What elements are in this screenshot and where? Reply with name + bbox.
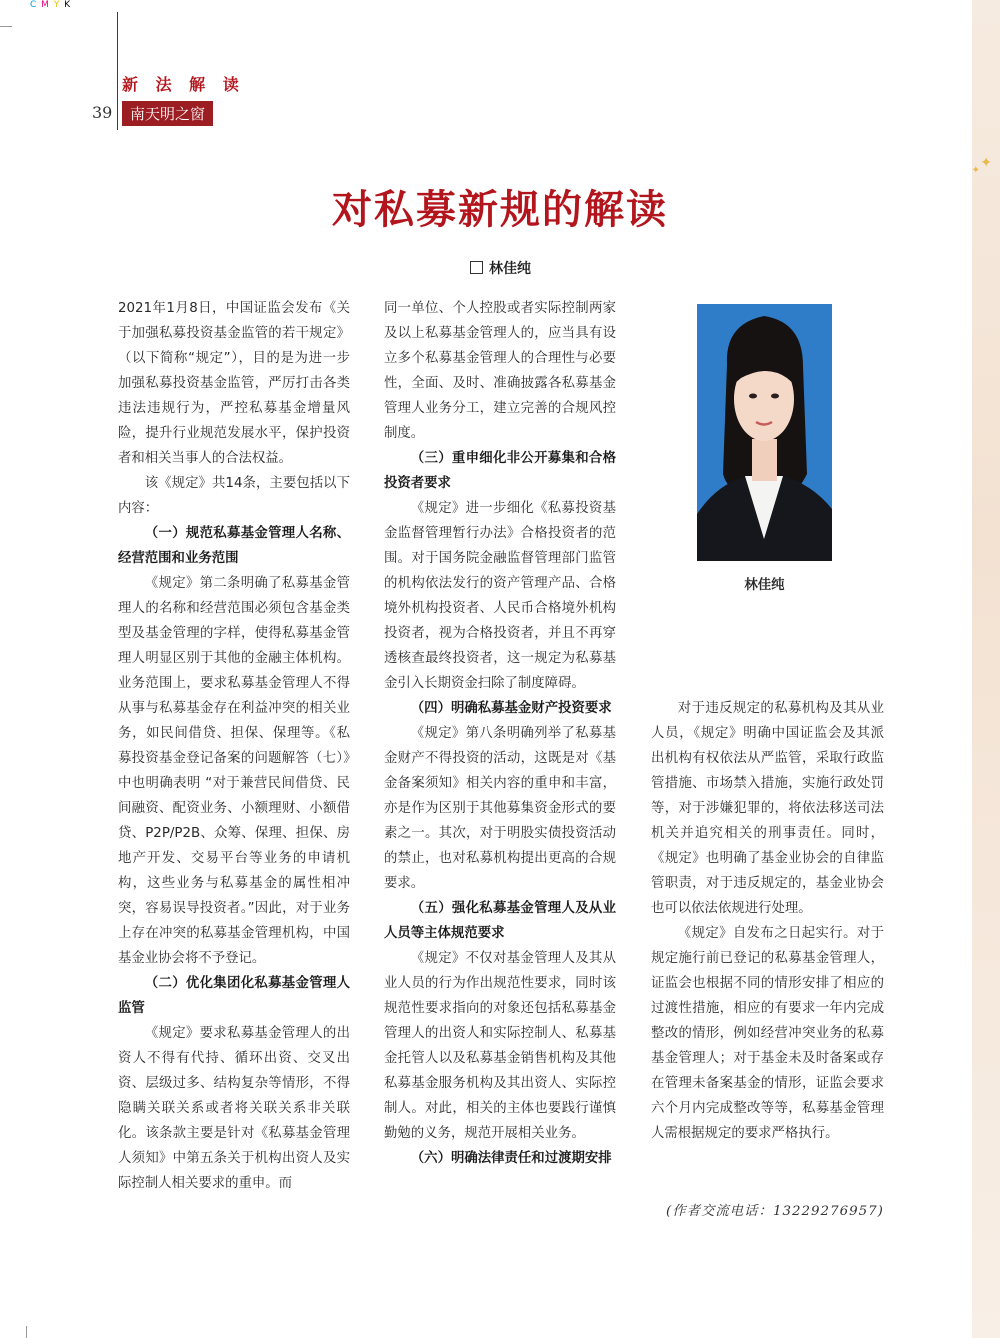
article-title: 对私募新规的解读 (332, 187, 668, 233)
cmyk-m: M (41, 0, 50, 10)
column-name-badge: 南天明之窗 (122, 101, 213, 126)
star-icon: ✦ (980, 155, 992, 171)
paragraph: 同一单位、个人控股或者实际控制两家及以上私募基金管理人的，应当具有设立多个私募基金管理人的合理性与必要性，全面、及时、准确披露各私募基金管理人业务分工，建立完善的合规风控制度。 (384, 301, 616, 441)
section-title: 新 法 解 读 (122, 75, 245, 94)
section-heading: （六）明确法律责任和过渡期安排 (410, 1151, 612, 1166)
author-name: 林佳纯 (489, 261, 531, 277)
square-icon (470, 261, 483, 274)
section-heading: （三）重申细化非公开募集和合格投资者要求 (384, 451, 616, 491)
cmyk-y: Y (53, 0, 61, 10)
header-rule (117, 12, 118, 130)
section-heading: （一）规范私募基金管理人名称、经营范围和业务范围 (118, 526, 350, 566)
star-icon: ✦ (971, 165, 980, 176)
text-column-1 (118, 296, 350, 1196)
text-column-3 (651, 696, 884, 1146)
author-line (470, 258, 531, 278)
section-heading: （五）强化私募基金管理人及从业人员等主体规范要求 (384, 901, 616, 941)
text-column-2 (384, 296, 616, 1171)
portrait-illustration (697, 304, 832, 561)
page-number: 39 (92, 103, 113, 122)
cmyk-k: K (64, 0, 72, 10)
paragraph: 2021年1月8日，中国证监会发布《关于加强私募投资基金监管的若干规定》（以下简称“规定”），目的是为进一步加强私募投资基金监管，严厉打击各类违法违规行为，严控私募基金增量风险，提升行业规范发展水平，保护投资者和相关当事人的合法权益。 (118, 301, 350, 466)
cmyk-marks (30, 0, 71, 10)
paragraph: 《规定》不仅对基金管理人及其从业人员的行为作出规范性要求，同时该规范性要求指向的对象还包括私募基金管理人的出资人和实际控制人、私募基金托管人以及私募基金销售机构及其他私募基金服务机构及其出资人、实际控制人。对此，相关的主体也要践行谨慎勤勉的义务，规范开展相关业务。 (384, 951, 616, 1141)
cmyk-c: C (30, 0, 38, 10)
section-heading: （四）明确私募基金财产投资要求 (410, 701, 612, 716)
paragraph: 该《规定》共14条，主要包括以下内容： (118, 476, 350, 516)
photo-caption: 林佳纯 (744, 578, 785, 593)
paragraph: 《规定》要求私募基金管理人的出资人不得有代持、循环出资、交叉出资、层级过多、结构复杂等情形，不得隐瞒关联关系或者将关联关系非关联化。该条款主要是针对《私募基金管理人须知》中第五条关于机构出资人及实际控制人相关要求的重申。而 (118, 1026, 350, 1191)
author-contact: (作者交流电话：13229276957) (666, 1204, 884, 1219)
crop-mark-bottom-left (26, 1326, 27, 1338)
paragraph: 《规定》自发布之日起实行。对于规定施行前已登记的私募基金管理人，证监会也根据不同的情形安排了相应的过渡性措施，相应的有要求一年内完成整改的情形，例如经营冲突业务的私募基金管理人；对于基金未及时备案或存在管理未备案基金的情形，证监会要求六个月内完成整改等等，私募基金管理人需根据规定的要求严格执行。 (651, 926, 884, 1141)
paragraph: 《规定》第八条明确列举了私募基金财产不得投资的活动，这既是对《基金备案须知》相关内容的重申和丰富，亦是作为区别于其他募集资金形式的要素之一。其次，对于明股实债投资活动的禁止，也对私募机构提出更高的合规要求。 (384, 726, 616, 891)
paragraph: 《规定》第二条明确了私募基金管理人的名称和经营范围必须包含基金类型及基金管理的字样，使得私募基金管理人明显区别于其他的金融主体机构。业务范围上，要求私募基金管理人不得从事与私募基金存在利益冲突的相关业务，如民间借贷、担保、保理等。《私募投资基金登记备案的问题解答（七）》中也明确表明 “对于兼营民间借贷、民间融资、配资业务、小额理财、小额借贷、P2P/P2B、众筹、保理、担保、房地产开发、交易平台等业务的申请机构，这些业务与私募基金的属性相冲突，容易误导投资者。”因此，对于业务上存在冲突的私募基金管理机构，中国基金业协会将不予登记。 (118, 576, 350, 966)
paragraph: 对于违反规定的私募机构及其从业人员，《规定》明确中国证监会及其派出机构有权依法从严监管，采取行政监管措施、市场禁入措施，实施行政处罚等，对于涉嫌犯罪的，将依法移送司法机关并追究相关的刑事责任。同时，《规定》也明确了基金业协会的自律监管职责，对于违反规定的，基金业协会也可以依法依规进行处理。 (651, 701, 884, 916)
section-heading: （二）优化集团化私募基金管理人监管 (118, 976, 350, 1016)
crop-mark-top-left (0, 26, 12, 27)
paragraph: 《规定》进一步细化《私募投资基金监督管理暂行办法》合格投资者的范围。对于国务院金融监督管理部门监管的机构依法发行的资产管理产品、合格境外机构投资者、人民币合格境外机构投资者，视为合格投资者，并且不再穿透核查最终投资者，这一规定为私募基金引入长期资金扫除了制度障碍。 (384, 501, 616, 691)
author-photo (697, 304, 832, 561)
